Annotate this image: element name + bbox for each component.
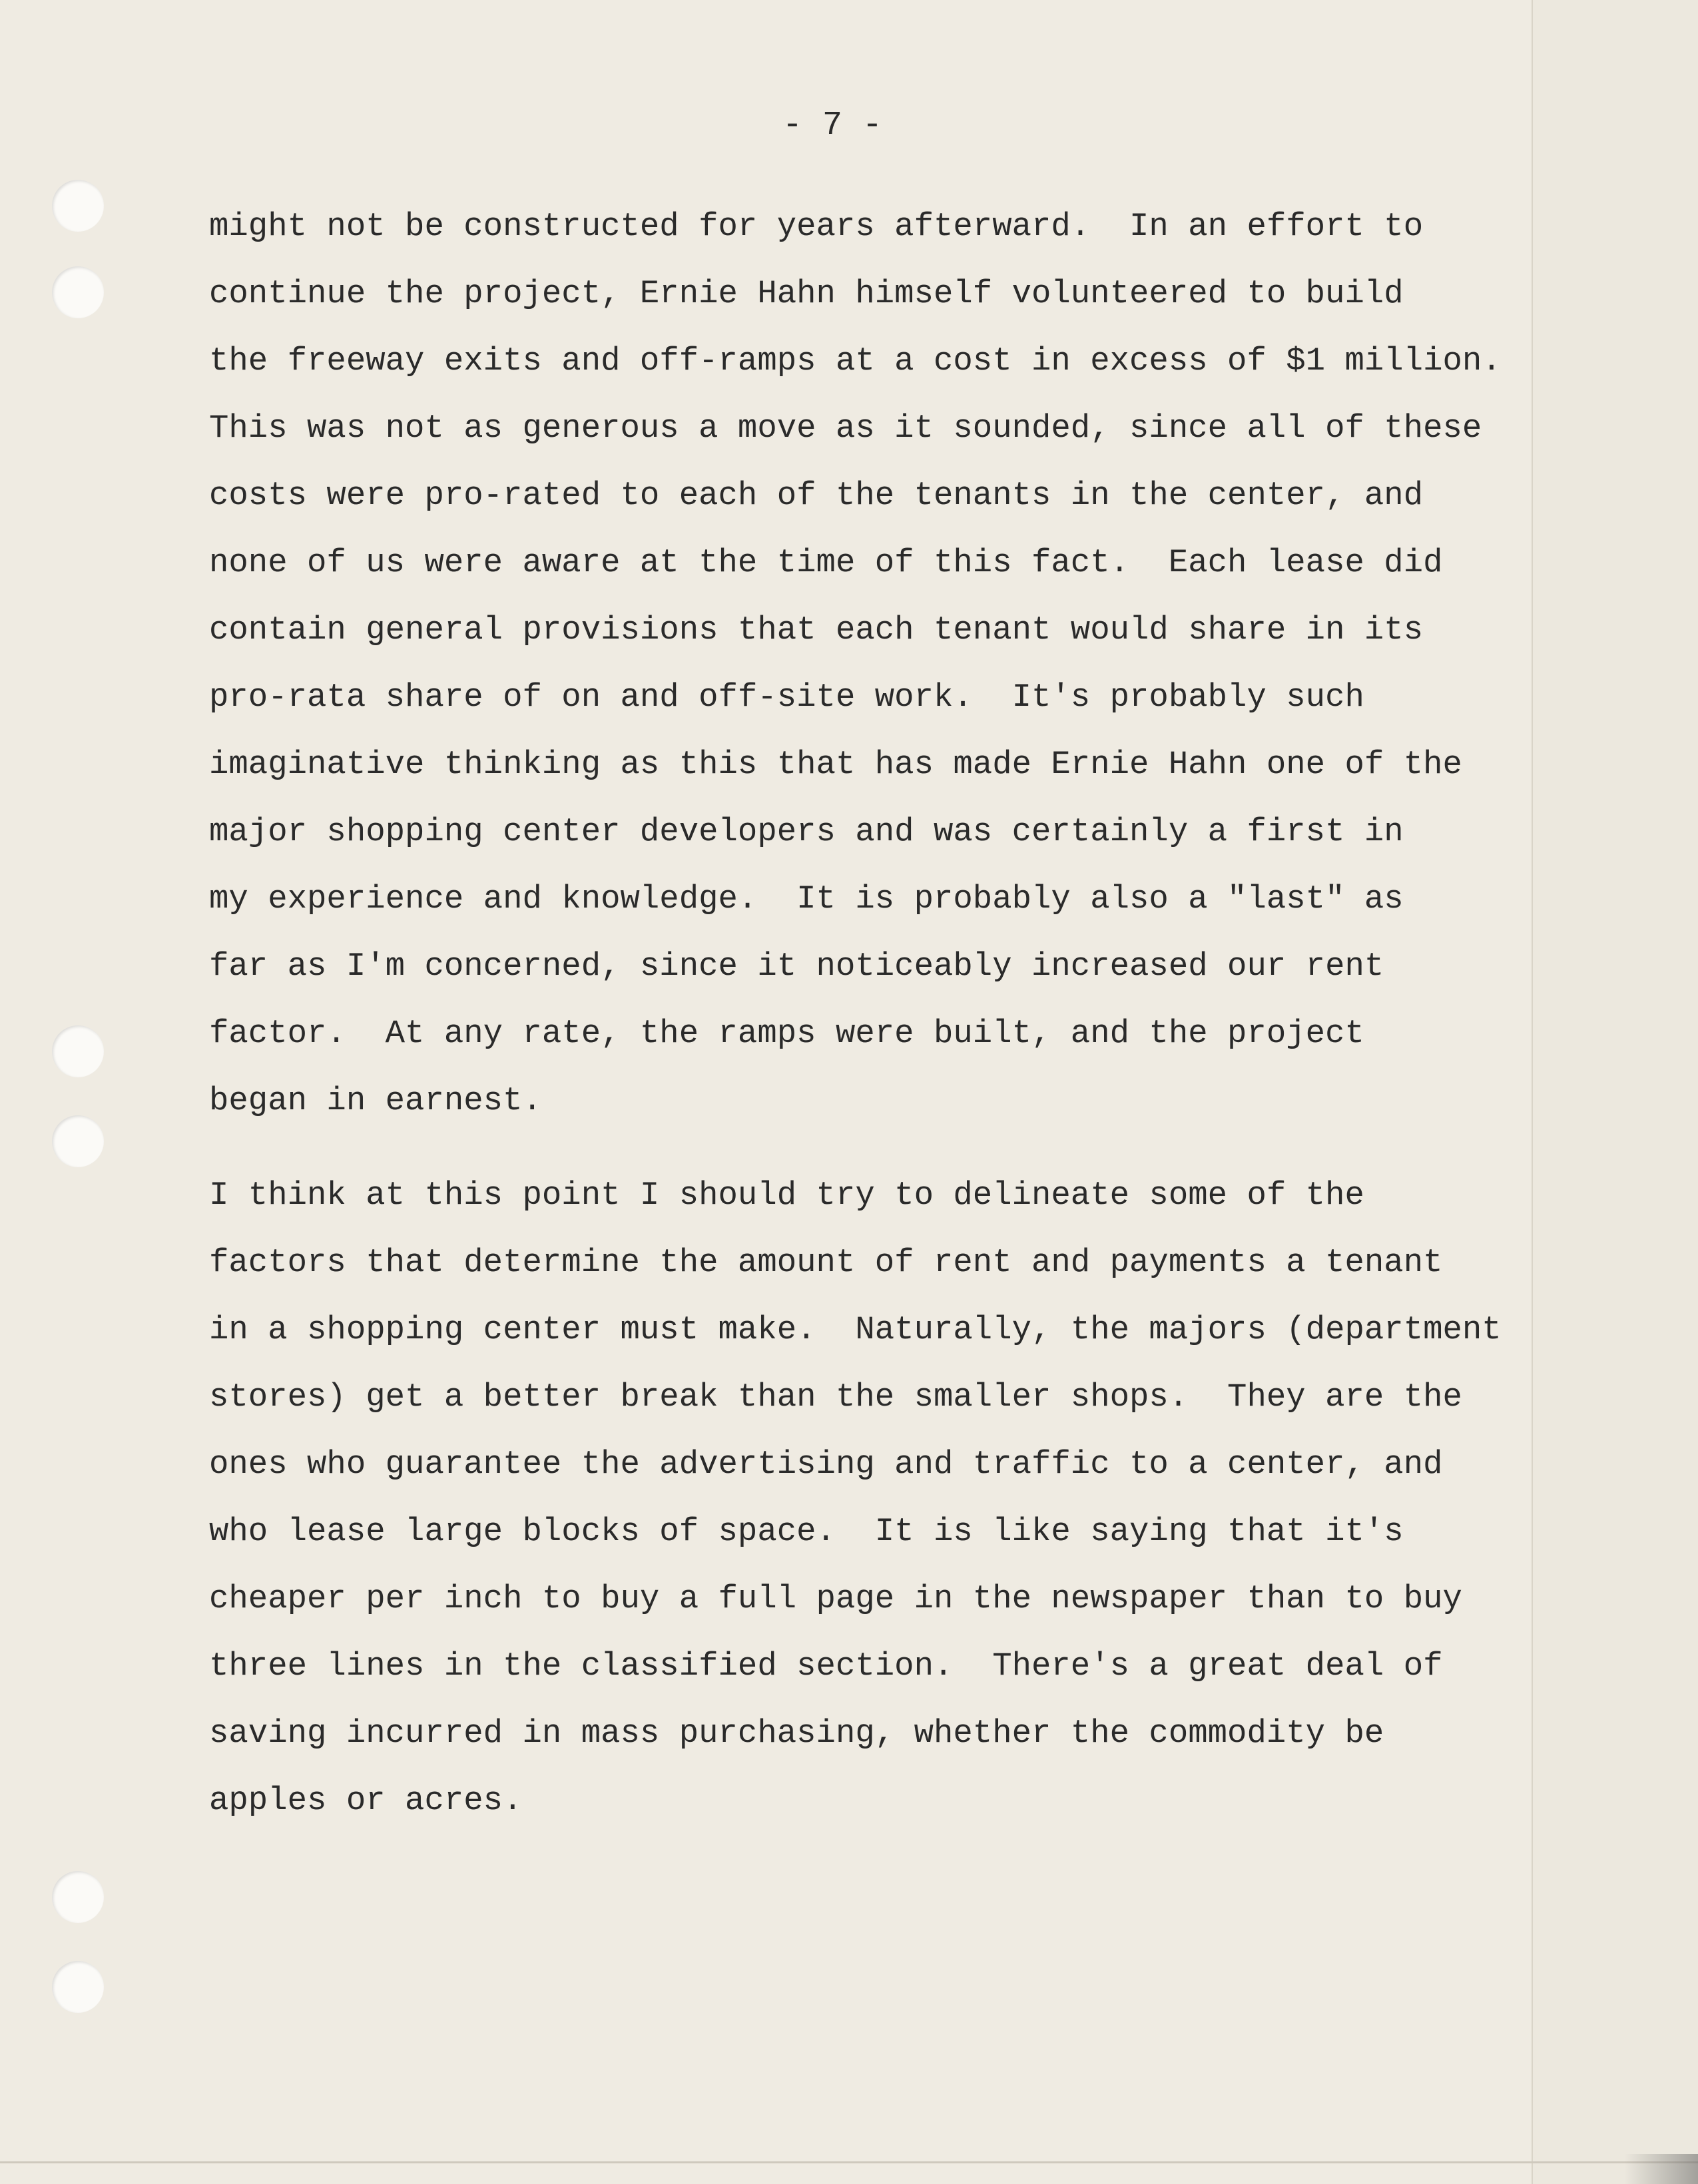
page-corner-shadow [1625, 2154, 1698, 2184]
text-line: factors that determine the amount of rent and payments a tenant [209, 1244, 1443, 1281]
text-line: who lease large blocks of space. It is like saying that it's [209, 1513, 1404, 1550]
text-line: cheaper per inch to buy a full page in the newspaper than to buy [209, 1580, 1462, 1617]
binder-hole [52, 1961, 104, 2013]
text-line: the freeway exits and off-ramps at a cost in excess of $1 million. [209, 342, 1502, 380]
text-line: continue the project, Ernie Hahn himself volunteered to build [209, 275, 1404, 312]
text-line: none of us were aware at the time of this fact. Each lease did [209, 544, 1443, 581]
text-line: stores) get a better break than the smaller shops. They are the [209, 1378, 1462, 1416]
binder-hole [52, 1871, 104, 1923]
text-line: I think at this point I should try to delineate some of the [209, 1177, 1364, 1214]
paragraph-1 [209, 193, 1502, 1135]
text-line: costs were pro-rated to each of the tenants in the center, and [209, 477, 1424, 514]
text-line: contain general provisions that each tenant would share in its [209, 611, 1424, 649]
text-line: apples or acres. [209, 1782, 523, 1819]
text-line: three lines in the classified section. There's a great deal of [209, 1647, 1443, 1685]
text-line: might not be constructed for years afterward. In an effort to [209, 208, 1424, 245]
text-line: in a shopping center must make. Naturally, the majors (department [209, 1311, 1502, 1348]
text-line: imaginative thinking as this that has made Ernie Hahn one of the [209, 746, 1462, 783]
text-line: major shopping center developers and was certainly a first in [209, 813, 1404, 850]
text-line: pro-rata share of on and off-site work. It's probably such [209, 679, 1364, 716]
paragraph-2 [209, 1162, 1502, 1834]
page-edge-strip [1532, 0, 1698, 2184]
binder-hole [52, 266, 104, 318]
binder-hole [52, 1025, 104, 1077]
text-line: saving incurred in mass purchasing, whether the commodity be [209, 1715, 1384, 1752]
text-line: my experience and knowledge. It is probably also a "last" as [209, 880, 1404, 918]
binder-hole [52, 180, 104, 232]
text-line: began in earnest. [209, 1082, 542, 1119]
page-number: - 7 - [782, 107, 883, 144]
text-line: This was not as generous a move as it sounded, since all of these [209, 410, 1482, 447]
page-bottom-edge [0, 2161, 1698, 2163]
text-line: ones who guarantee the advertising and traffic to a center, and [209, 1446, 1443, 1483]
text-line: factor. At any rate, the ramps were built, and the project [209, 1015, 1364, 1052]
binder-hole [52, 1115, 104, 1167]
text-line: far as I'm concerned, since it noticeably increased our rent [209, 948, 1384, 985]
